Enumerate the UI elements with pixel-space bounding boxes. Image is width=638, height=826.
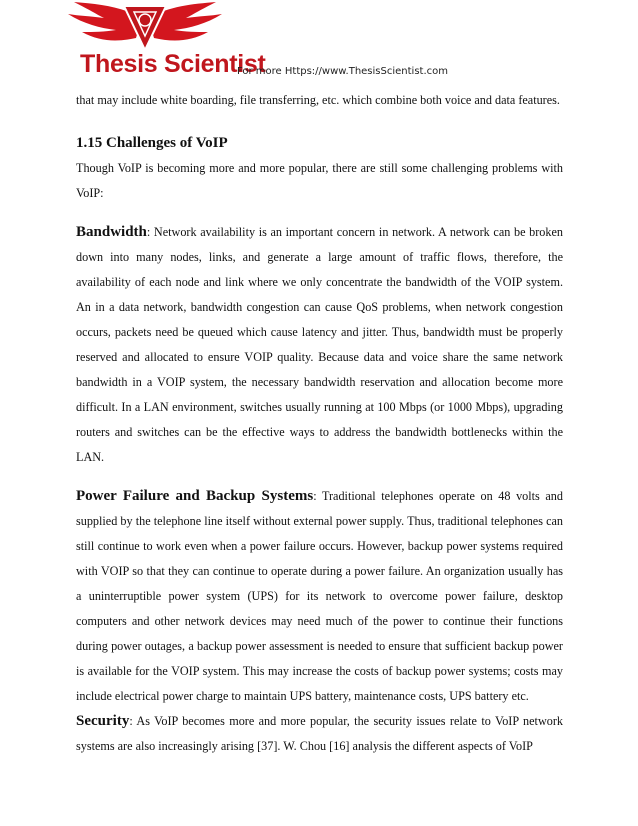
spacer (76, 206, 563, 220)
bandwidth-title: Bandwidth (76, 224, 147, 240)
power-paragraph (76, 484, 563, 709)
section-heading: 1.15 Challenges of VoIP (76, 135, 228, 151)
security-paragraph (76, 709, 563, 759)
brand-name: Thesis Scientist (80, 50, 266, 78)
security-text: : As VoIP becomes more and more popular, the security issues relate to VoIP network systems are also increasingly arising [37]. W. Chou [16] analysis the different aspects of VoIP (76, 714, 563, 753)
page-header (0, 0, 638, 84)
security-title: Security (76, 713, 130, 729)
spacer (76, 470, 563, 484)
section-intro: Though VoIP is becoming more and more popular, there are still some challenging problems with VoIP: (76, 161, 563, 200)
power-title: Power Failure and Backup Systems (76, 488, 314, 504)
bandwidth-text: : Network availability is an important concern in network. A network can be broken down into many nodes, links, and generate a large amount of traffic flows, therefore, the availability of each node and link where we only concentrate the bandwidth of the VOIP system. An in a data network, bandwidth congestion can cause QoS problems, when network congestion occurs, packets need be queued which cause latency and jitter. Thus, bandwidth must be properly reserved and allocated to ensure VOIP quality. Because data and voice share the same network bandwidth in a VOIP system, the necessary bandwidth reservation and allocation become more difficult. In a LAN environment, switches usually running at 100 Mbps (or 1000 Mbps), upgrading routers and switches can be the effective ways to address the bandwidth bottlenecks within the LAN. (76, 225, 563, 464)
intro-paragraph: that may include white boarding, file transferring, etc. which combine both voice and data features. (76, 93, 560, 107)
power-text: : Traditional telephones operate on 48 volts and supplied by the telephone line itself without external power supply. Thus, traditional telephones can still continue to work even when a power failure occurs. However, backup power systems required with VOIP so that they can continue to operate during a power failure. An organization usually has a uninterruptible power system (UPS) for its network to overcome power failure, desktop computers and other network devices may need much of the power to continue their functions during power outages, a backup power assessment is needed to ensure that sufficient backup power is available for the VOIP system. This may increase the costs of backup power systems; costs may include electrical power charge to maintain UPS battery, maintenance costs, UPS battery etc. (76, 489, 563, 703)
website-link[interactable]: For more Https://www.ThesisScientist.com (237, 66, 448, 77)
bandwidth-paragraph (76, 220, 563, 470)
document-body (76, 88, 563, 759)
